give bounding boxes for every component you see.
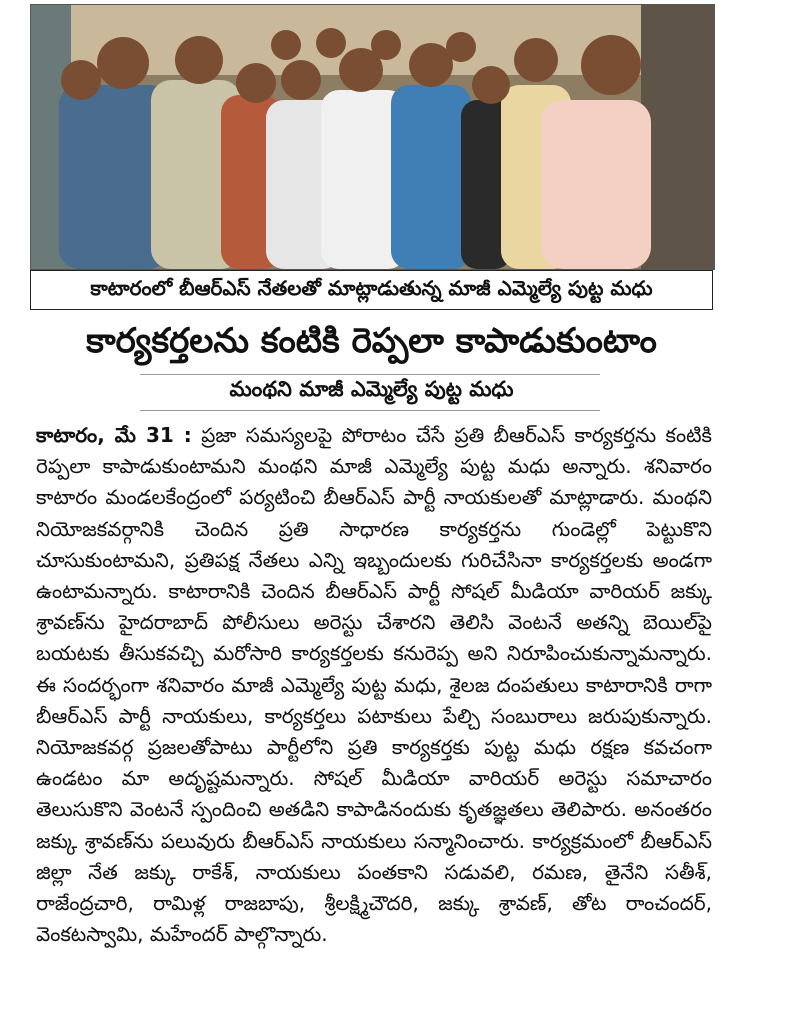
group-photo-icon — [31, 5, 714, 269]
headline: కార్యకర్తలను కంటికి రెప్పలా కాపాడుకుంటాం — [86, 321, 657, 361]
divider — [140, 410, 600, 411]
divider — [140, 374, 600, 375]
news-photo — [30, 4, 715, 270]
article-body — [36, 420, 712, 950]
dateline: కాటారం, మే 31 : — [36, 423, 192, 447]
article-text: ప్రజా సమస్యలపై పోరాటం చేసే ప్రతి బీఆర్ఎస్ కార్యకర్తను కంటికి రెప్పలా కాపాడుకుంటామని మంథని మాజీ ఎమ్మెల్యే పుట్ట మధు అన్నారు. శనివారం కాటారం మండలకేంద్రంలో పర్యటించి బీఆర్ఎస్ పార్టీ నాయకులతో మాట్లాడారు. మంథని నియోజకవర్గానికి చెందిన ప్రతి సాధారణ కార్యకర్తను గుండెల్లో పెట్టుకొని చూసుకుంటామని, ప్రతిపక్ష నేతలు ఎన్ని ఇబ్బందులకు గురిచేసినా కార్యకర్తలకు అండగా ఉంటామన్నారు. కాటారానికి చెందిన బీఆర్ఎస్ పార్టీ సోషల్ మీడియా వారియర్ జక్కు శ్రావణ్‌ను హైదరాబాద్ పోలీసులు అరెస్టు చేశారని తెలిసి వెంటనే అతన్ని బెయిల్‌పై బయటకు తీసుకవచ్చి మరోసారి కార్యకర్తలకు కనురెప్ప అని నిరూపించుకున్నామన్నారు. ఈ సందర్భంగా శనివారం మాజీ ఎమ్మెల్యే పుట్ట మధు, శైలజ దంపతులు కాటారానికి రాగా బీఆర్ఎస్ పార్టీ నాయకులు, కార్యకర్తలు పటాకులు పేల్చి సంబురాలు జరుపుకున్నారు. నియోజకవర్గ ప్రజలతోపాటు పార్టీలోని ప్రతి కార్యకర్తకు పుట్ట మధు రక్షణ కవచంగా ఉండటం మా అదృష్టమన్నారు. సోషల్ మీడియా వారియర్ అరెస్టు సమాచారం తెలుసుకొని వెంటనే స్పందించి అతడిని కాపాడినందుకు కృతజ్ఞతలు తెలిపారు. అనంతరం జక్కు శ్రావణ్‌ను పలువురు బీఆర్ఎస్ నాయకులు సన్మానించారు. కార్యక్రమంలో బీఆర్ఎస్ జిల్లా నేత జక్కు రాకేశ్, నాయకులు పంతకాని సడువలి, రమణ, తైనేని సతీశ్, రాజేంద్రచారి, రామిళ్ల రాజబాపు, శ్రీలక్ష్మిచౌదరి, జక్కు శ్రావణ్, తోట రాంచందర్, వెంకటస్వామి, మహేందర్ పాల్గొన్నారు. — [36, 423, 712, 947]
subheadline: మంథని మాజీ ఎమ్మెల్యే పుట్ట మధు — [229, 377, 514, 401]
photo-caption: కాటారంలో బీఆర్ఎస్ నేతలతో మాట్లాడుతున్న మాజీ ఎమ్మెల్యే పుట్ట మధు — [30, 270, 713, 310]
